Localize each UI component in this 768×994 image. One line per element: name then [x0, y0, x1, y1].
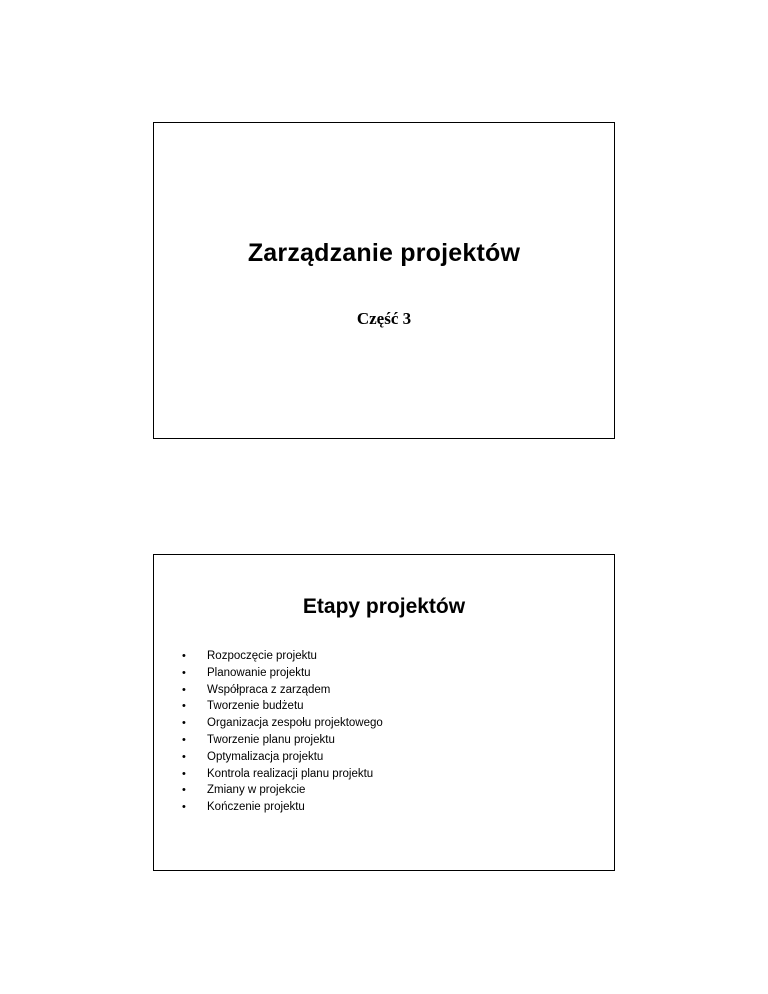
- list-item-text: Tworzenie budżetu: [207, 700, 304, 713]
- list-item-text: Planowanie projektu: [207, 666, 311, 679]
- list-item-text: Współpraca z zarządem: [207, 683, 331, 696]
- list-item-text: Rozpoczęcie projektu: [207, 650, 317, 662]
- list-item-text: Kończenie projektu: [207, 801, 305, 814]
- list-item: [182, 799, 383, 816]
- bullet-icon: •: [182, 750, 186, 763]
- bullet-list: [182, 648, 383, 816]
- slide-subtitle: Część 3: [356, 309, 412, 328]
- list-item: [182, 648, 383, 665]
- bullet-icon: •: [182, 733, 186, 746]
- slide-title-page: [153, 122, 615, 439]
- bullet-icon: •: [182, 801, 186, 814]
- bullet-icon: •: [182, 784, 186, 797]
- list-item: [182, 698, 383, 715]
- list-item: [182, 782, 383, 799]
- bullet-icon: •: [182, 666, 186, 679]
- list-item-text: Zmiany w projekcie: [207, 784, 306, 797]
- slide-project-stages: [153, 554, 615, 871]
- bullet-icon: •: [182, 717, 186, 730]
- list-item-text: Tworzenie planu projektu: [207, 733, 335, 746]
- list-item: [182, 665, 383, 682]
- slide-title: Etapy projektów: [302, 595, 466, 618]
- list-item: [182, 732, 383, 749]
- bullet-icon: •: [182, 683, 186, 696]
- list-item-text: Organizacja zespołu projektowego: [207, 717, 383, 730]
- bullet-icon: •: [182, 700, 186, 713]
- list-item: [182, 682, 383, 699]
- list-item-text: Kontrola realizacji planu projektu: [207, 767, 374, 780]
- bullet-icon: •: [182, 767, 186, 780]
- list-item: [182, 715, 383, 732]
- bullet-icon: •: [182, 650, 186, 662]
- slide-title: Zarządzanie projektów: [247, 239, 521, 267]
- list-item-text: Optymalizacja projektu: [207, 750, 324, 763]
- list-item: [182, 766, 383, 783]
- list-item: [182, 749, 383, 766]
